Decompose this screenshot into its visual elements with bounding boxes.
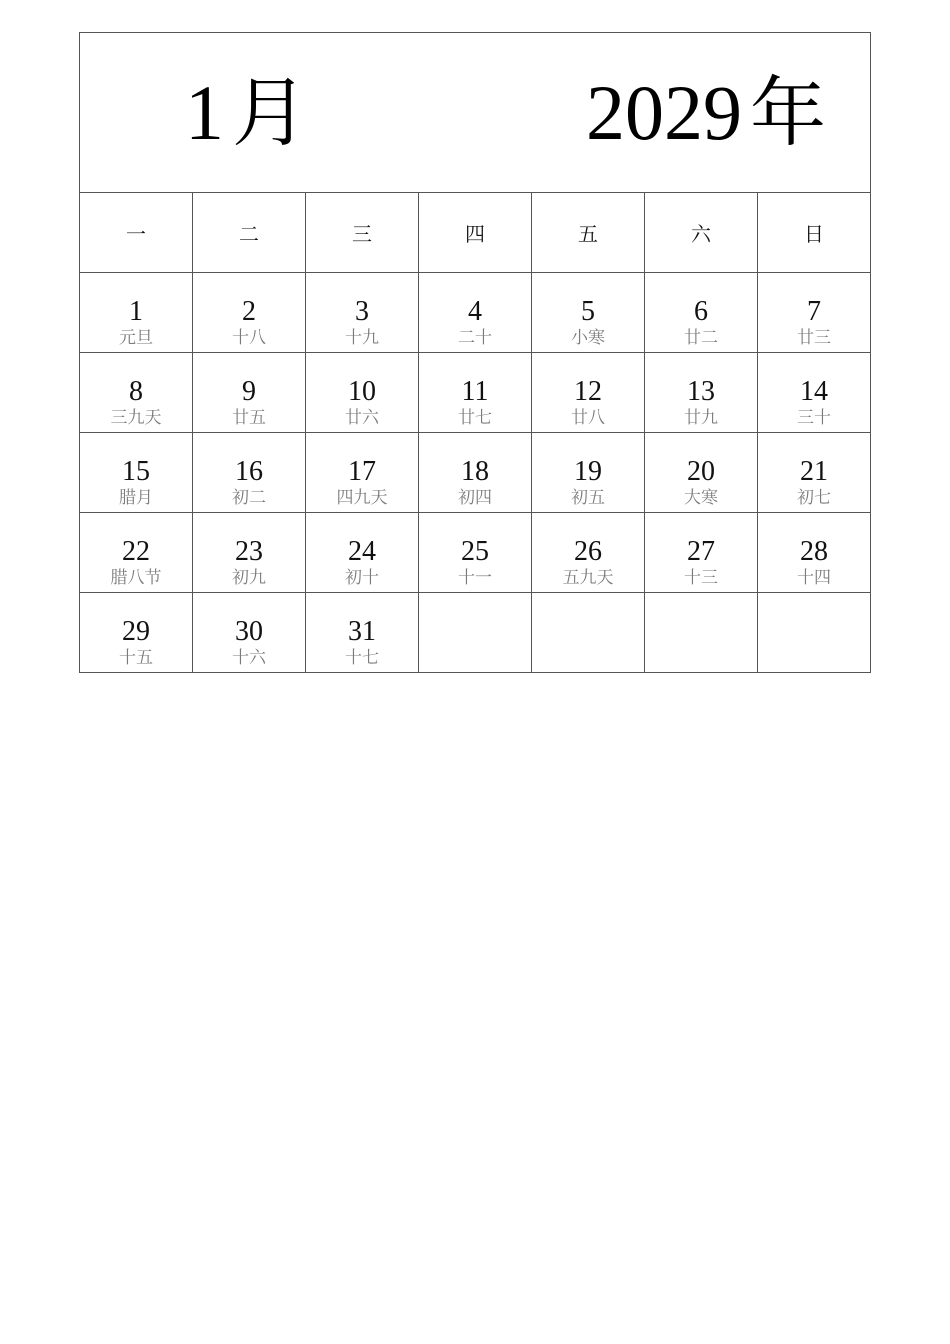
lunar-date: 十八 bbox=[232, 328, 266, 348]
day-number: 26 bbox=[574, 536, 602, 567]
empty-day-cell bbox=[645, 593, 758, 673]
weekday-sunday: 日 bbox=[758, 193, 871, 273]
day-number: 30 bbox=[235, 616, 263, 647]
day-number: 31 bbox=[348, 616, 376, 647]
lunar-date: 初七 bbox=[797, 488, 831, 508]
lunar-date: 三九天 bbox=[110, 408, 162, 428]
empty-day-cell bbox=[419, 593, 532, 673]
lunar-date: 十三 bbox=[684, 568, 718, 588]
lunar-date: 初四 bbox=[458, 488, 492, 508]
lunar-date: 十一 bbox=[458, 568, 492, 588]
week-row bbox=[80, 273, 871, 353]
lunar-date: 腊八节 bbox=[110, 568, 162, 588]
day-number: 5 bbox=[581, 296, 595, 327]
day-cell bbox=[193, 353, 306, 433]
day-number: 9 bbox=[242, 376, 256, 407]
weekday-tuesday: 二 bbox=[193, 193, 306, 273]
day-cell bbox=[193, 433, 306, 513]
weekday-row bbox=[80, 193, 871, 273]
day-cell bbox=[419, 273, 532, 353]
lunar-date: 十七 bbox=[345, 648, 379, 668]
day-cell bbox=[306, 593, 419, 673]
month-title bbox=[185, 67, 308, 158]
day-cell bbox=[306, 513, 419, 593]
day-number: 25 bbox=[461, 536, 489, 567]
calendar-header-row bbox=[80, 33, 871, 193]
day-cell bbox=[758, 273, 871, 353]
day-cell bbox=[193, 513, 306, 593]
day-number: 13 bbox=[687, 376, 715, 407]
day-number: 4 bbox=[468, 296, 482, 327]
day-number: 16 bbox=[235, 456, 263, 487]
day-cell bbox=[645, 433, 758, 513]
lunar-date: 十五 bbox=[119, 648, 153, 668]
lunar-date: 廿五 bbox=[232, 408, 266, 428]
empty-day-cell bbox=[532, 593, 645, 673]
lunar-date: 廿六 bbox=[345, 408, 379, 428]
lunar-date: 三十 bbox=[797, 408, 831, 428]
day-cell bbox=[419, 433, 532, 513]
lunar-date: 廿八 bbox=[571, 408, 605, 428]
day-number: 20 bbox=[687, 456, 715, 487]
lunar-date: 十九 bbox=[345, 328, 379, 348]
day-cell bbox=[306, 353, 419, 433]
day-cell bbox=[306, 273, 419, 353]
lunar-date: 廿九 bbox=[684, 408, 718, 428]
lunar-date: 初二 bbox=[232, 488, 266, 508]
day-number: 14 bbox=[800, 376, 828, 407]
day-cell bbox=[532, 513, 645, 593]
day-number: 7 bbox=[807, 296, 821, 327]
day-number: 10 bbox=[348, 376, 376, 407]
year-title bbox=[586, 67, 826, 158]
day-cell bbox=[80, 433, 193, 513]
day-cell bbox=[193, 593, 306, 673]
day-number: 1 bbox=[129, 296, 143, 327]
lunar-date: 廿二 bbox=[684, 328, 718, 348]
month-character: 月 bbox=[232, 68, 308, 157]
year-character: 年 bbox=[750, 68, 826, 157]
year-number: 2029 bbox=[586, 69, 742, 156]
lunar-date: 四九天 bbox=[336, 488, 388, 508]
day-cell bbox=[532, 353, 645, 433]
weekday-wednesday: 三 bbox=[306, 193, 419, 273]
day-number: 24 bbox=[348, 536, 376, 567]
day-number: 19 bbox=[574, 456, 602, 487]
day-number: 17 bbox=[348, 456, 376, 487]
day-number: 2 bbox=[242, 296, 256, 327]
calendar-table bbox=[79, 32, 871, 673]
lunar-date: 十六 bbox=[232, 648, 266, 668]
month-number: 1 bbox=[185, 69, 224, 156]
week-row bbox=[80, 353, 871, 433]
day-cell bbox=[645, 273, 758, 353]
lunar-date: 廿七 bbox=[458, 408, 492, 428]
day-number: 21 bbox=[800, 456, 828, 487]
lunar-date: 初五 bbox=[571, 488, 605, 508]
lunar-date: 二十 bbox=[458, 328, 492, 348]
day-cell bbox=[193, 273, 306, 353]
week-row bbox=[80, 513, 871, 593]
day-cell bbox=[532, 273, 645, 353]
lunar-date: 元旦 bbox=[119, 328, 153, 348]
lunar-date: 初九 bbox=[232, 568, 266, 588]
day-cell bbox=[80, 273, 193, 353]
weekday-thursday: 四 bbox=[419, 193, 532, 273]
day-number: 3 bbox=[355, 296, 369, 327]
day-number: 12 bbox=[574, 376, 602, 407]
weekday-monday: 一 bbox=[80, 193, 193, 273]
lunar-date: 小寒 bbox=[571, 328, 605, 348]
day-cell bbox=[80, 513, 193, 593]
lunar-date: 廿三 bbox=[797, 328, 831, 348]
day-cell bbox=[532, 433, 645, 513]
lunar-date: 腊月 bbox=[119, 488, 153, 508]
day-cell bbox=[645, 353, 758, 433]
empty-day-cell bbox=[758, 593, 871, 673]
lunar-date: 初十 bbox=[345, 568, 379, 588]
calendar-header bbox=[80, 33, 871, 193]
day-number: 27 bbox=[687, 536, 715, 567]
day-number: 8 bbox=[129, 376, 143, 407]
day-cell bbox=[306, 433, 419, 513]
day-number: 29 bbox=[122, 616, 150, 647]
week-row bbox=[80, 433, 871, 513]
lunar-date: 十四 bbox=[797, 568, 831, 588]
day-cell bbox=[419, 353, 532, 433]
day-cell bbox=[80, 593, 193, 673]
day-cell bbox=[80, 353, 193, 433]
day-cell bbox=[758, 513, 871, 593]
day-cell bbox=[645, 513, 758, 593]
day-number: 18 bbox=[461, 456, 489, 487]
day-number: 28 bbox=[800, 536, 828, 567]
day-cell bbox=[419, 513, 532, 593]
week-row bbox=[80, 593, 871, 673]
weekday-saturday: 六 bbox=[645, 193, 758, 273]
day-number: 23 bbox=[235, 536, 263, 567]
day-number: 11 bbox=[461, 376, 489, 407]
weekday-friday: 五 bbox=[532, 193, 645, 273]
day-number: 6 bbox=[694, 296, 708, 327]
day-number: 22 bbox=[122, 536, 150, 567]
day-cell bbox=[758, 353, 871, 433]
day-number: 15 bbox=[122, 456, 150, 487]
lunar-date: 五九天 bbox=[562, 568, 614, 588]
day-cell bbox=[758, 433, 871, 513]
lunar-date: 大寒 bbox=[684, 488, 718, 508]
